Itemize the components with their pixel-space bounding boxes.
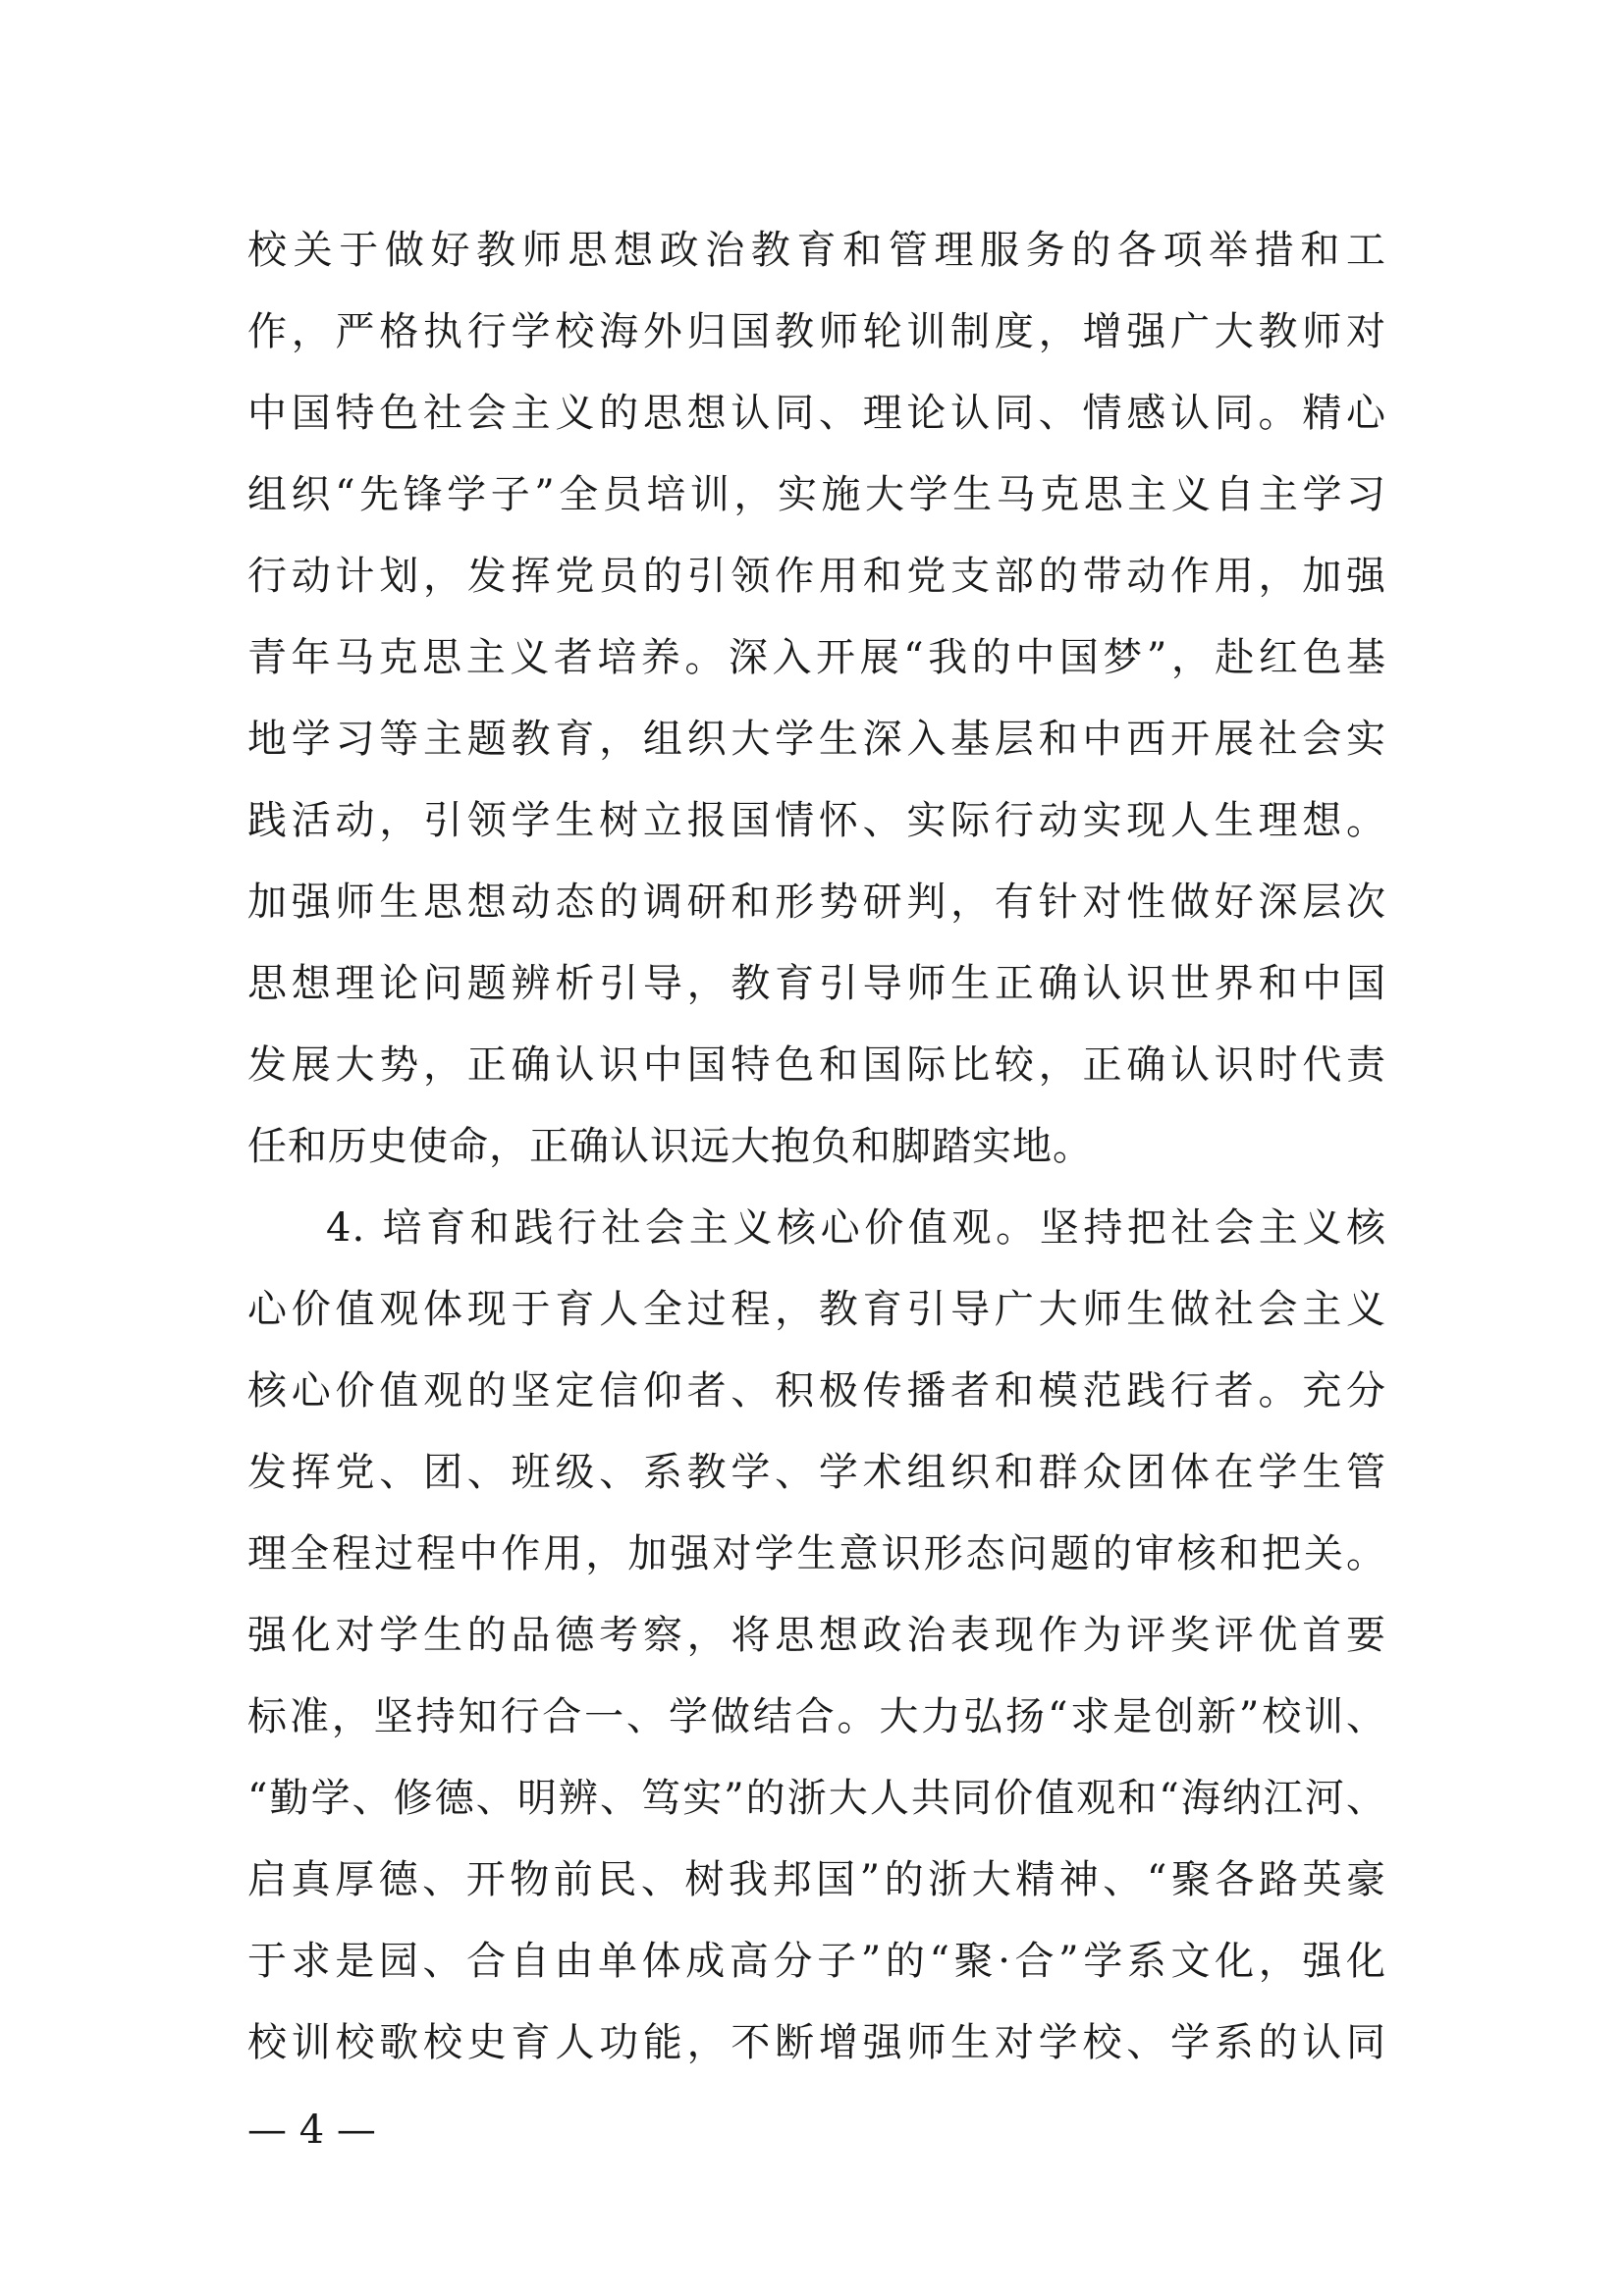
- text-line-9: 加强师生思想动态的调研和形势研判，有针对性做好深层次: [247, 880, 1386, 925]
- text-line-17: 理全程过程中作用，加强对学生意识形态问题的审核和把关。: [247, 1531, 1386, 1576]
- text-line-15: 核心价值观的坚定信仰者、积极传播者和模范践行者。充分: [247, 1368, 1386, 1414]
- text-line-23: 校训校歌校史育人功能，不断增强师生对学校、学系的认同: [247, 2020, 1386, 2065]
- text-line-6: 青年马克思主义者培养。深入开展“我的中国梦”，赴红色基: [247, 635, 1386, 680]
- page-number: — 4 —: [247, 2108, 376, 2153]
- text-line-16: 发挥党、团、班级、系教学、学术组织和群众团体在学生管: [247, 1450, 1386, 1495]
- text-line-21: 启真厚德、开物前民、树我邦国”的浙大精神、“聚各路英豪: [247, 1857, 1386, 1902]
- section-heading-line: 4. 培育和践行社会主义核心价值观。坚持把社会主义核: [326, 1205, 1386, 1251]
- body-text: [247, 210, 1386, 2084]
- text-line-20: “勤学、修德、明辨、笃实”的浙大人共同价值观和“海纳江河、: [247, 1776, 1386, 1821]
- text-line-1: 校关于做好教师思想政治教育和管理服务的各项举措和工: [247, 228, 1386, 273]
- text-line-8: 践活动，引领学生树立报国情怀、实际行动实现人生理想。: [247, 798, 1386, 843]
- text-line-10: 思想理论问题辨析引导，教育引导师生正确认识世界和中国: [247, 961, 1386, 1006]
- text-line-12: 任和历史使命，正确认识远大抱负和脚踏实地。: [247, 1124, 1093, 1169]
- text-line-5: 行动计划，发挥党员的引领作用和党支部的带动作用，加强: [247, 554, 1386, 599]
- text-line-4: 组织“先锋学子”全员培训，实施大学生马克思主义自主学习: [247, 472, 1386, 517]
- text-line-11: 发展大势，正确认识中国特色和国际比较，正确认识时代责: [247, 1042, 1386, 1088]
- text-line-22: 于求是园、合自由单体成高分子”的“聚·合”学系文化，强化: [247, 1939, 1386, 1984]
- text-line-3: 中国特色社会主义的思想认同、理论认同、情感认同。精心: [247, 391, 1386, 436]
- text-line-14: 心价值观体现于育人全过程，教育引导广大师生做社会主义: [247, 1287, 1386, 1332]
- text-line-19: 标准，坚持知行合一、学做结合。大力弘扬“求是创新”校训、: [247, 1694, 1386, 1739]
- text-line-7: 地学习等主题教育，组织大学生深入基层和中西开展社会实: [247, 717, 1386, 762]
- text-line-18: 强化对学生的品德考察，将思想政治表现作为评奖评优首要: [247, 1613, 1386, 1658]
- text-line-2: 作，严格执行学校海外归国教师轮训制度，增强广大教师对: [247, 309, 1386, 354]
